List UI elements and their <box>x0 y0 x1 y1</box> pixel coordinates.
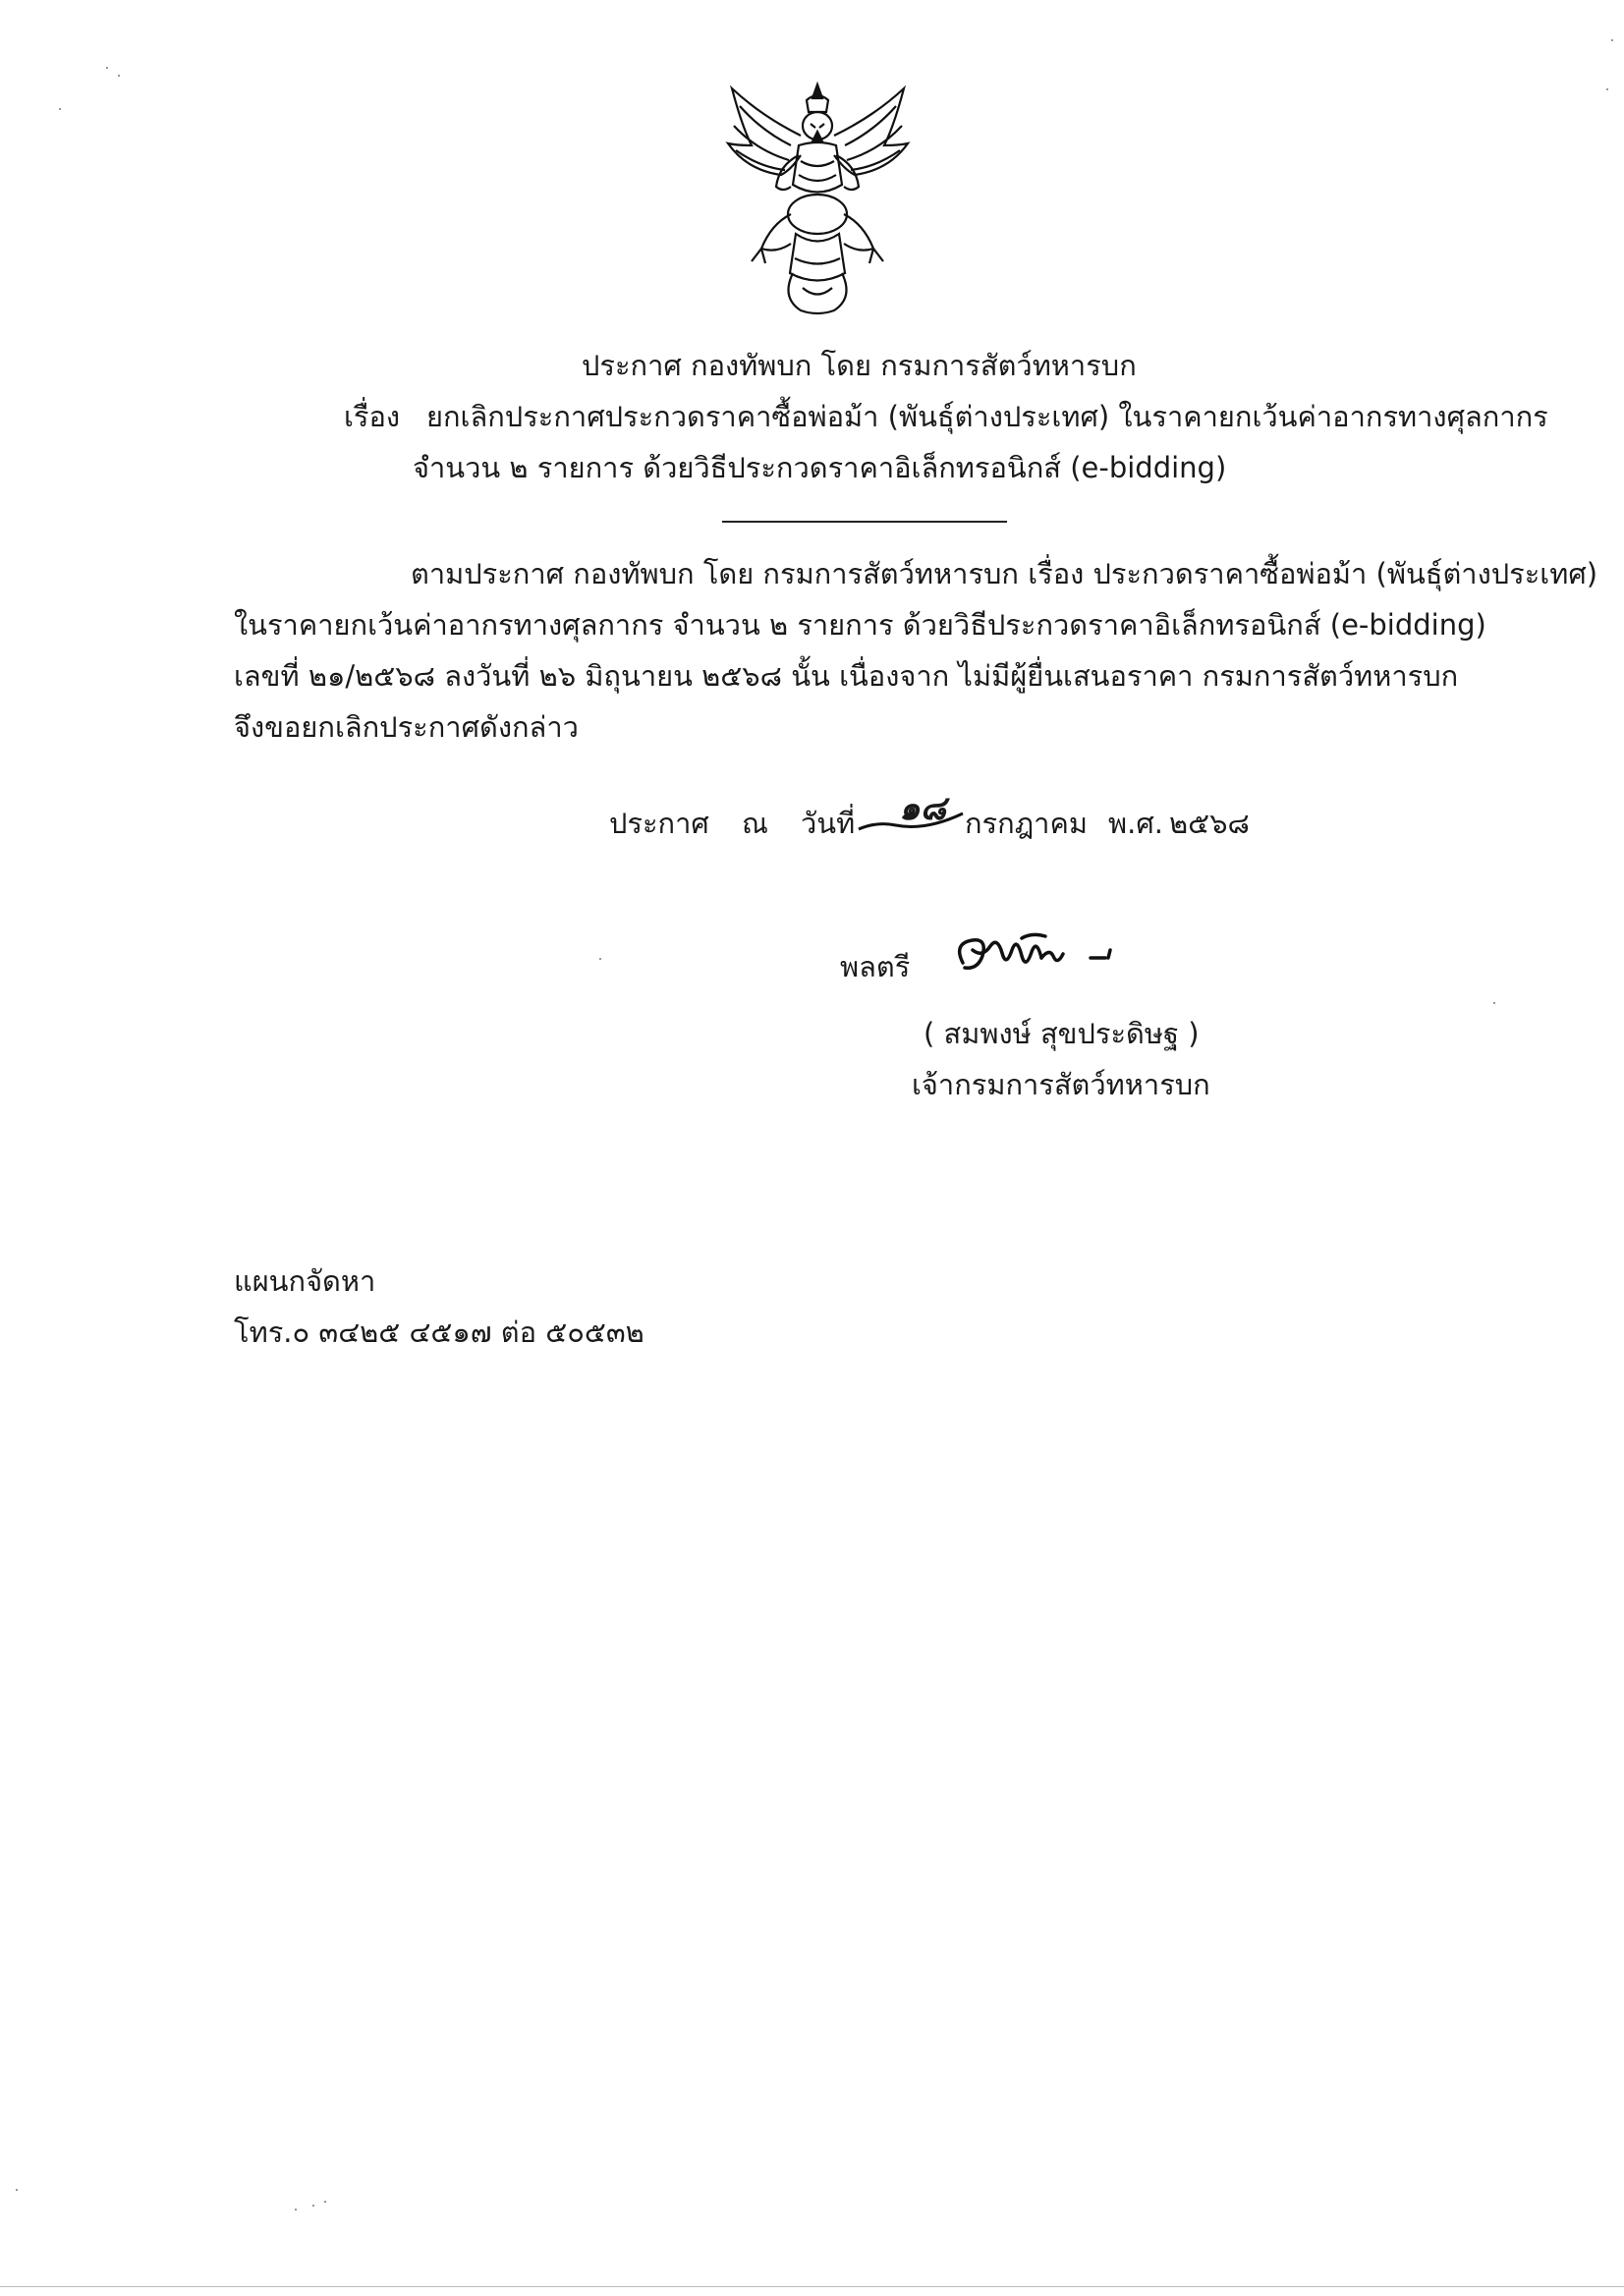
footer-phone: โทร.๐ ๓๔๒๕ ๔๕๑๗ ต่อ ๕๐๕๓๒ <box>234 1316 644 1349</box>
date-day-handwritten: ๑๘ <box>899 789 946 828</box>
scan-speck <box>1493 1002 1495 1004</box>
scan-speck <box>16 2189 18 2191</box>
announcement-title: ประกาศ กองทัพบก โดย กรมการสัตว์ทหารบก <box>582 349 1137 382</box>
body-line-4: จึงขอยกเลิกประกาศดังกล่าว <box>234 710 579 744</box>
scan-speck <box>599 958 601 960</box>
scan-speck <box>106 67 108 69</box>
body-line-1: ตามประกาศ กองทัพบก โดย กรมการสัตว์ทหารบก เรื่อง ประกวดราคาซื้อพ่อม้า (พันธุ์ต่างประเทศ) <box>411 557 1598 590</box>
body-line-3: เลขที่ ๒๑/๒๕๖๘ ลงวันที่ ๒๖ มิถุนายน ๒๕๖๘ นั้น เนื่องจาก ไม่มีผู้ยื่นเสนอราคา กรมการสัตว์ทหารบก <box>234 659 1459 693</box>
signatory-rank: พลตรี <box>840 950 911 983</box>
signatory-position: เจ้ากรมการสัตว์ทหารบก <box>912 1068 1210 1101</box>
scan-speck <box>312 2205 314 2207</box>
date-prefix: ประกาศ <box>609 807 709 840</box>
handwritten-signature-icon <box>943 928 1140 987</box>
scan-speck <box>295 2209 297 2211</box>
date-year: ๒๕๖๘ <box>1169 807 1250 840</box>
scan-edge-line <box>0 2286 1624 2287</box>
header-divider <box>722 521 1007 523</box>
subject-label: เรื่อง <box>344 400 401 433</box>
body-line-2: ในราคายกเว้นค่าอากรทางศุลกากร จำนวน ๒ รายการ ด้วยวิธีประกวดราคาอิเล็กทรอนิกส์ (e-bidding) <box>234 608 1486 642</box>
scan-speck <box>1611 39 1613 41</box>
scan-speck <box>118 75 120 77</box>
subject-line-2: จำนวน ๒ รายการ ด้วยวิธีประกวดราคาอิเล็กทรอนิกส์ (e-bidding) <box>413 451 1227 484</box>
date-era: พ.ศ. <box>1108 807 1163 840</box>
scan-speck <box>324 2201 326 2203</box>
garuda-emblem-icon <box>722 77 914 322</box>
date-month: กรกฎาคม <box>965 807 1088 840</box>
date-at: ณ <box>742 807 768 840</box>
subject-line-1: ยกเลิกประกาศประกวดราคาซื้อพ่อม้า (พันธุ์ต่างประเทศ) ในราคายกเว้นค่าอากรทางศุลกากร <box>426 400 1548 433</box>
scan-speck <box>1606 88 1608 90</box>
footer-department: แผนกจัดหา <box>234 1264 376 1298</box>
date-day-label: วันที่ <box>801 807 856 840</box>
signatory-name: ( สมพงษ์ สุขประดิษฐ ) <box>924 1017 1200 1050</box>
scan-speck <box>59 108 61 110</box>
